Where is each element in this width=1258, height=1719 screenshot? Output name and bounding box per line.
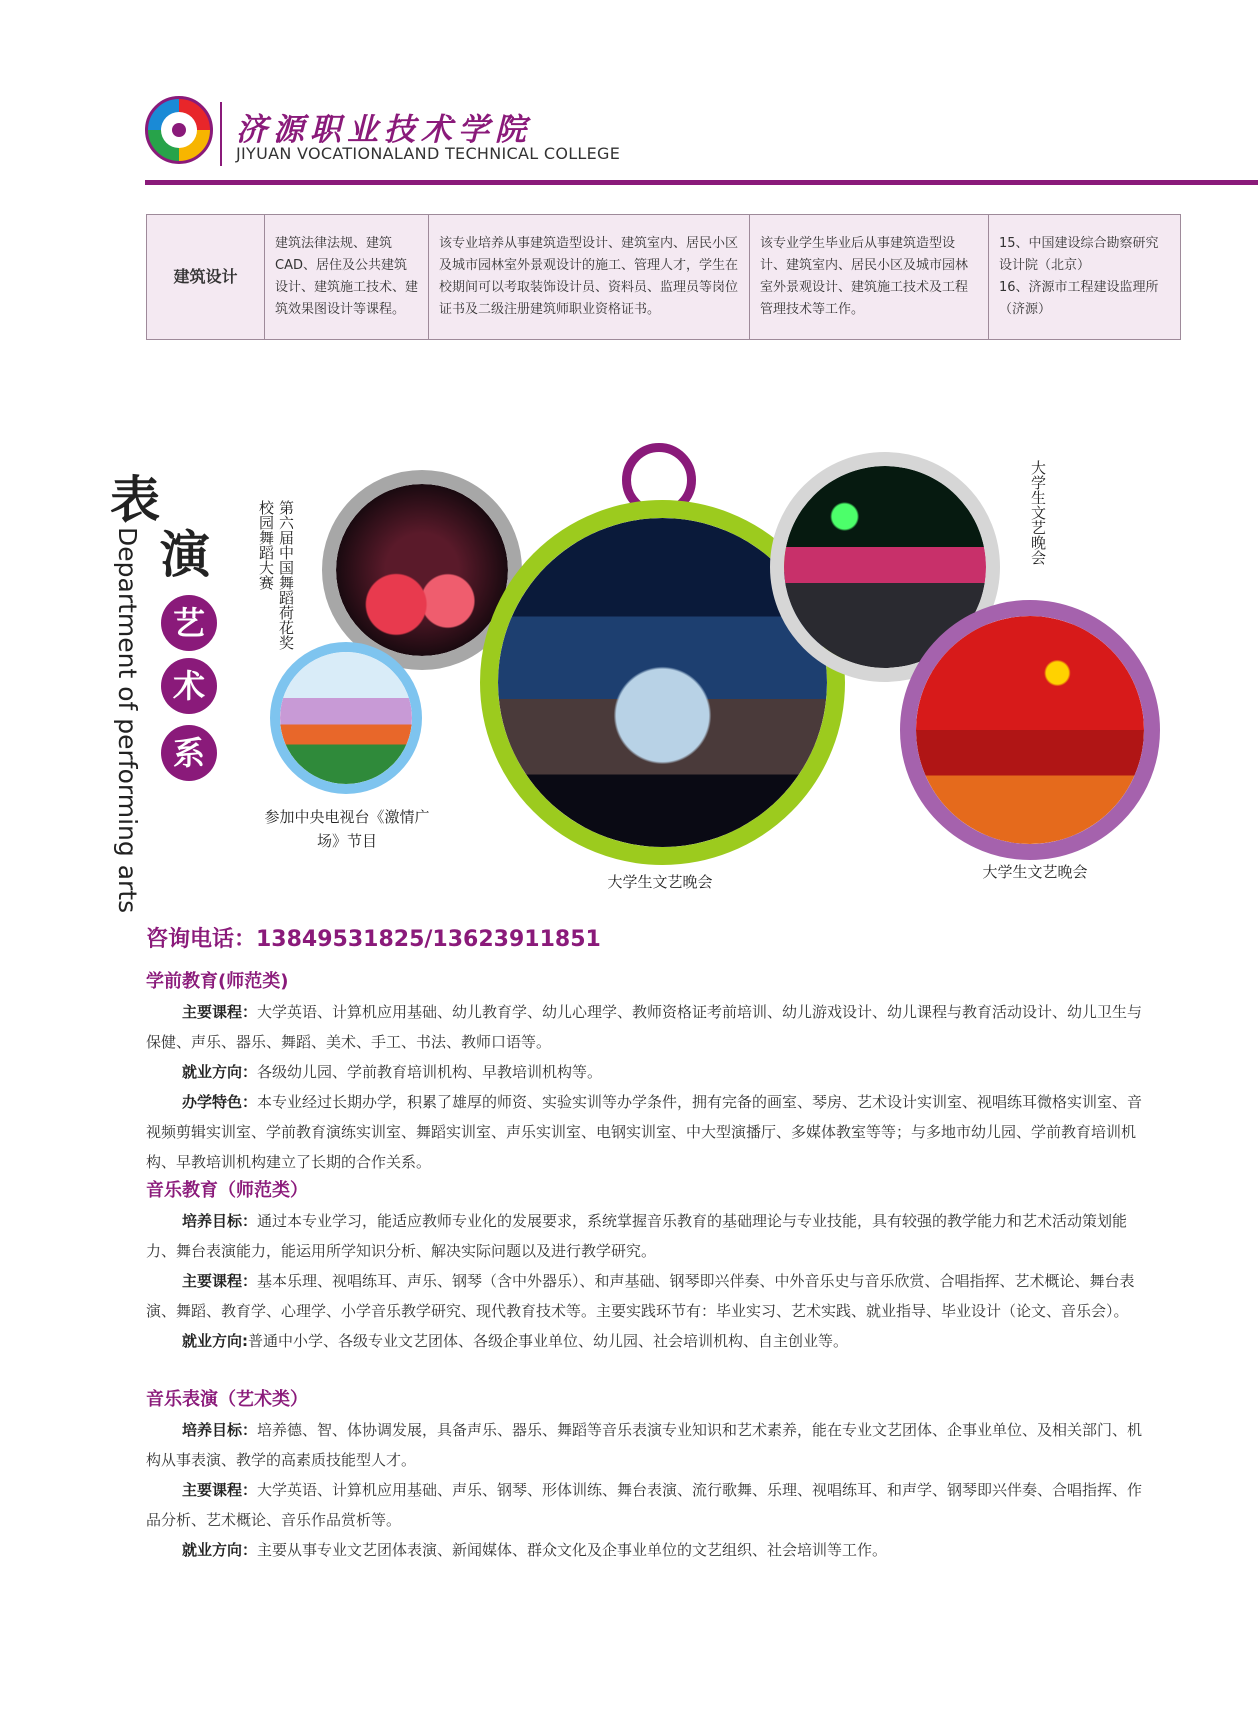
partner-item: 15、中国建设综合勘察研究设计院（北京）	[999, 236, 1159, 273]
section-title: 学前教育(师范类)	[146, 971, 289, 992]
dept-badge-char: 系	[161, 725, 217, 781]
major-name: 建筑设计	[147, 215, 265, 340]
header-rule	[145, 180, 1258, 185]
section-music-performance	[146, 1385, 1146, 1565]
section-para: 主要课程：大学英语、计算机应用基础、幼儿教育学、幼儿心理学、教师资格证考前培训、幼儿游戏设计、幼儿课程与教育活动设计、幼儿卫生与保健、声乐、器乐、舞蹈、美术、手工、书法、教师口语等。	[146, 1003, 1143, 1051]
photo-cctv-show	[270, 642, 422, 794]
major-description: 该专业培养从事建筑造型设计、建筑室内、居民小区及城市园林室外景观设计的施工、管理人才，学生在校期间可以考取装饰设计员、资料员、监理员等岗位证书及二级注册建筑师职业资格证书。	[429, 215, 750, 340]
section-preschool	[146, 967, 1146, 1177]
dept-title-char: 表	[110, 470, 160, 529]
major-partners	[989, 215, 1181, 340]
caption-gala-orchestra: 大学生文艺晚会	[1029, 460, 1047, 565]
caption-cctv-show: 参加中央电视台《激情广场》节目	[264, 808, 430, 850]
section-para: 培养目标：培养德、智、体协调发展，具备声乐、器乐、舞蹈等音乐表演专业知识和艺术素养，能在专业文艺团体、企事业单位、及相关部门、机构从事表演、教学的高素质技能型人才。	[146, 1421, 1143, 1469]
section-title: 音乐表演（艺术类）	[146, 1389, 308, 1410]
header-divider	[220, 102, 222, 166]
college-name-cn: 济源职业技术学院	[236, 112, 532, 148]
caption-gala-main: 大学生文艺晚会	[607, 873, 713, 891]
photo-image	[280, 652, 412, 784]
section-para: 办学特色：本专业经过长期办学，积累了雄厚的师资、实验实训等办学条件，拥有完备的画室、琴房、艺术设计实训室、视唱练耳微格实训室、音视频剪辑实训室、学前教育演练实训室、舞蹈实训室、声乐实训室、电钢实训室、中大型演播厅、多媒体教室等等；与多地市幼儿园、学前教育培训机构、早教培训机构建立了长期的合作关系。	[146, 1093, 1143, 1171]
dept-badge-char: 术	[161, 658, 217, 714]
section-para: 主要课程：大学英语、计算机应用基础、声乐、钢琴、形体训练、舞台表演、流行歌舞、乐理、视唱练耳、和声学、钢琴即兴伴奏、合唱指挥、作品分析、艺术概论、音乐作品赏析等。	[146, 1481, 1143, 1529]
major-employment: 该专业学生毕业后从事建筑造型设计、建筑室内、居民小区及城市园林室外景观设计、建筑施工技术及工程管理技术等工作。	[750, 215, 989, 340]
photo-image	[916, 616, 1144, 844]
section-title: 音乐教育（师范类）	[146, 1180, 308, 1201]
partner-item: 16、济源市工程建设监理所（济源）	[999, 280, 1159, 317]
major-table	[146, 214, 1181, 340]
dept-title-en: Department of performing arts	[113, 527, 142, 914]
section-music-education	[146, 1176, 1146, 1356]
major-courses: 建筑法律法规、建筑CAD、居住及公共建筑设计、建筑施工技术、建筑效果图设计等课程。	[265, 215, 429, 340]
photo-image	[336, 484, 508, 656]
section-para: 培养目标：通过本专业学习，能适应教师专业化的发展要求，系统掌握音乐教育的基础理论与专业技能，具有较强的教学能力和艺术活动策划能力、舞台表演能力，能运用所学知识分析、解决实际问题以及进行教学研究。	[146, 1212, 1128, 1260]
logo-center-icon	[172, 123, 186, 137]
section-para: 主要课程：基本乐理、视唱练耳、声乐、钢琴（含中外器乐）、和声基础、钢琴即兴伴奏、中外音乐史与音乐欣赏、合唱指挥、艺术概论、舞台表演、舞蹈、教育学、心理学、小学音乐教学研究、现代教育技术等。主要实践环节有：毕业实习、艺术实践、就业指导、毕业设计（论文、音乐会）。	[146, 1272, 1135, 1320]
section-para: 就业方向：主要从事专业文艺团体表演、新闻媒体、群众文化及企事业单位的文艺组织、社会培训等工作。	[182, 1541, 888, 1559]
section-para: 就业方向:普通中小学、各级专业文艺团体、各级企事业单位、幼儿园、社会培训机构、自主创业等。	[182, 1332, 849, 1350]
dept-title-char: 演	[160, 525, 210, 584]
photo-gala-flag	[900, 600, 1160, 860]
caption-gala-flag: 大学生文艺晚会	[982, 863, 1088, 881]
table-row	[147, 215, 1181, 340]
dept-badge-char: 艺	[161, 595, 217, 651]
consult-phone: 咨询电话：13849531825/13623911851	[146, 927, 601, 952]
section-para: 就业方向：各级幼儿园、学前教育培训机构、早教培训机构等。	[182, 1063, 603, 1081]
college-name-en: JIYUAN VOCATIONALAND TECHNICAL COLLEGE	[236, 144, 621, 163]
caption-dance-competition: 第六届中国舞蹈荷花奖校园舞蹈大赛	[257, 500, 295, 650]
